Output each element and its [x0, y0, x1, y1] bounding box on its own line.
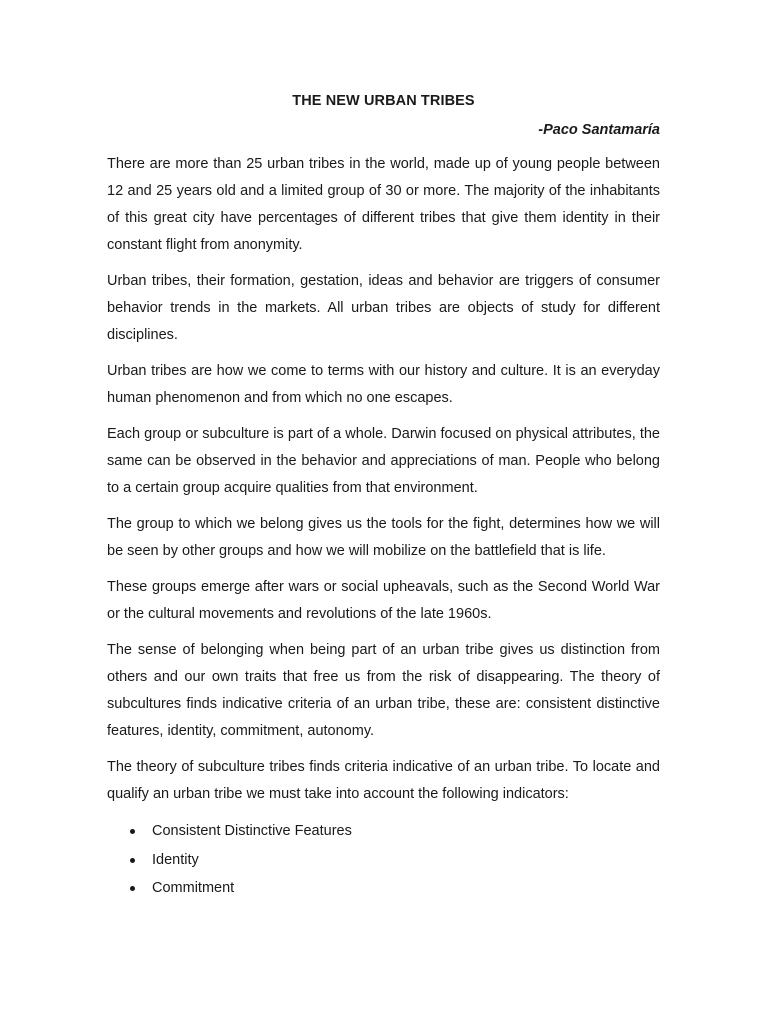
paragraph-3: Urban tribes are how we come to terms with our history and culture. It is an everyday human phenomenon and from which no one escapes.	[107, 363, 660, 406]
list-item	[107, 817, 660, 846]
bullet-icon	[130, 886, 135, 891]
paragraph-5: The group to which we belong gives us the tools for the fight, determines how we will be seen by other groups and how we will mobilize on the battlefield that is life.	[107, 516, 660, 559]
document-page	[107, 92, 660, 903]
bullet-icon	[130, 829, 135, 834]
list-item-label: Commitment	[152, 880, 235, 896]
paragraph-1: There are more than 25 urban tribes in the world, made up of young people between 12 and 25 years old and a limited group of 30 or more. The majority of the inhabitants of this great city have percentages of different tribes that give them identity in their constant flight from anonymity.	[107, 156, 660, 253]
paragraph-2: Urban tribes, their formation, gestation, ideas and behavior are triggers of consumer behavior trends in the markets. All urban tribes are objects of study for different disciplines.	[107, 273, 660, 343]
document-author: -Paco Santamaría	[538, 122, 660, 138]
paragraph-8: The theory of subculture tribes finds criteria indicative of an urban tribe. To locate and qualify an urban tribe we must take into account the following indicators:	[107, 759, 660, 802]
paragraph-4: Each group or subculture is part of a whole. Darwin focused on physical attributes, the same can be observed in the behavior and appreciations of man. People who belong to a certain group acquire qualities from that environment.	[107, 426, 660, 496]
document-title: THE NEW URBAN TRIBES	[292, 93, 475, 109]
list-item	[107, 846, 660, 875]
paragraph-6: These groups emerge after wars or social upheavals, such as the Second World War or the cultural movements and revolutions of the late 1960s.	[107, 579, 660, 622]
bullet-icon	[130, 858, 135, 863]
list-item-label: Consistent Distinctive Features	[152, 823, 352, 839]
paragraph-7: The sense of belonging when being part of an urban tribe gives us distinction from others and our own traits that free us from the risk of disappearing. The theory of subcultures finds indicative criteria of an urban tribe, these are: consistent distinctive features, identity, commitment, autonomy.	[107, 642, 660, 739]
list-item	[107, 874, 660, 903]
list-item-label: Identity	[152, 851, 199, 868]
indicator-list	[107, 817, 660, 903]
